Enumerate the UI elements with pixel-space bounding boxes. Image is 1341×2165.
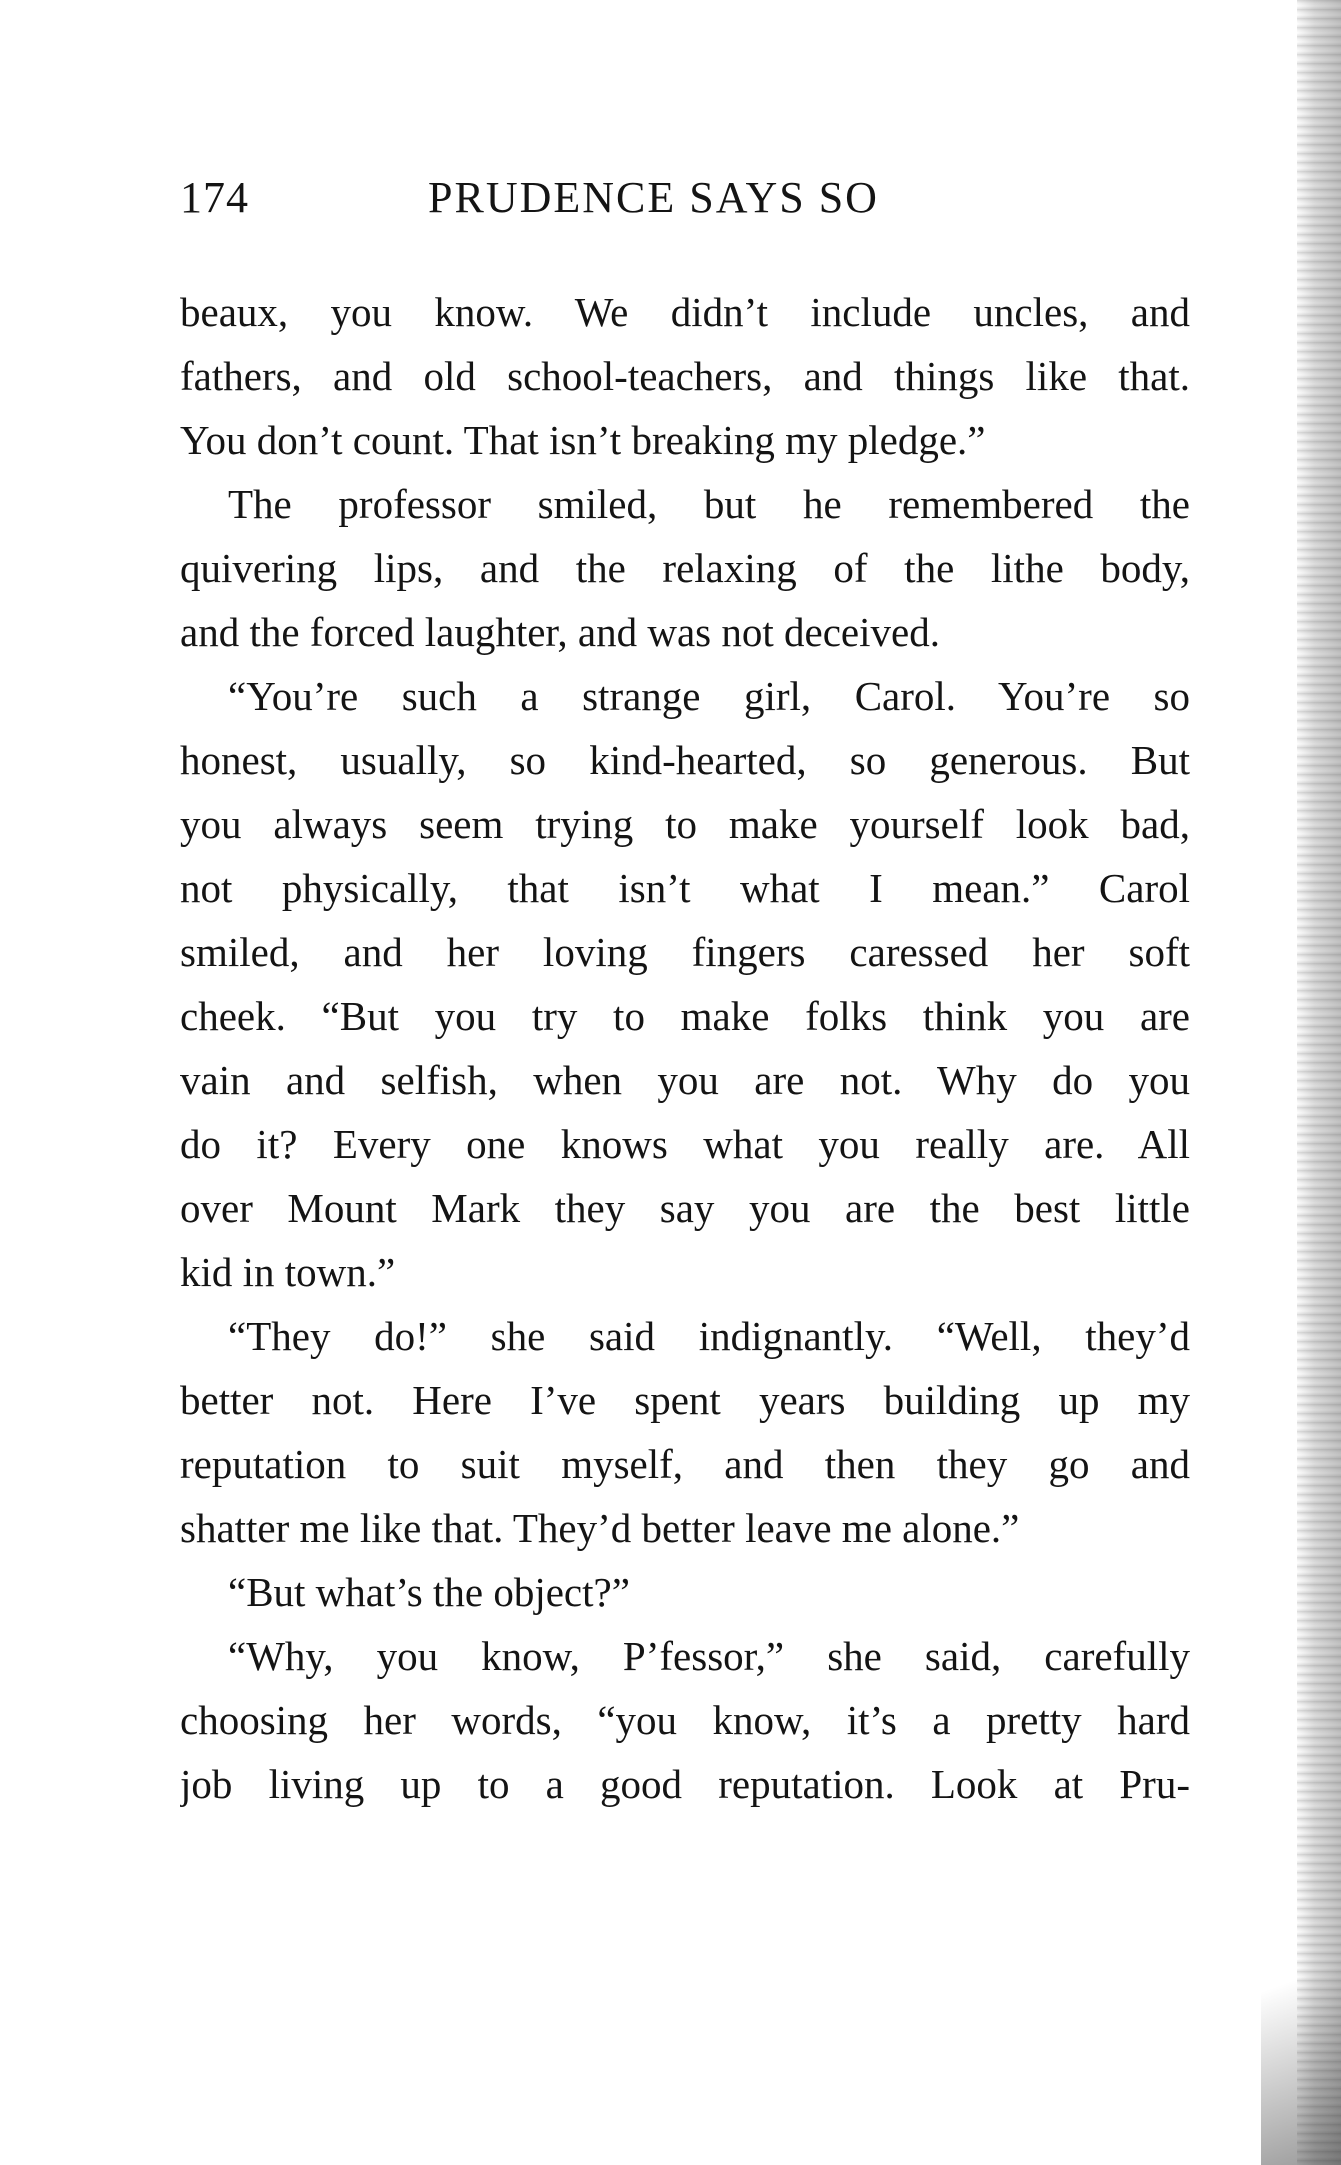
text-line: smiled, and her loving fingers caressed her soft [180, 929, 1190, 975]
text-line: vain and selfish, when you are not. Why do you [180, 1057, 1190, 1103]
body-text [180, 280, 1190, 1816]
text-line: you always seem trying to make yourself look bad, [180, 801, 1190, 847]
text-line: over Mount Mark they say you are the best little [180, 1185, 1190, 1231]
text-line: kid in town.” [180, 1249, 396, 1295]
running-head [180, 172, 1190, 232]
text-line: and the forced laughter, and was not deceived. [180, 609, 940, 655]
text-line: beaux, you know. We didn’t include uncles, and [180, 289, 1190, 335]
text-line: “You’re such a strange girl, Carol. You’re so [228, 673, 1190, 719]
text-line: shatter me like that. They’d better leave me alone.” [180, 1505, 1020, 1551]
text-line: job living up to a good reputation. Look at Pru- [180, 1761, 1190, 1807]
text-line: fathers, and old school-teachers, and things like that. [180, 353, 1190, 399]
text-line: better not. Here I’ve spent years building up my [180, 1377, 1190, 1423]
text-line: “But what’s the object?” [228, 1569, 630, 1615]
page-number: 174 [180, 173, 249, 222]
text-line: “They do!” she said indignantly. “Well, they’d [228, 1313, 1190, 1359]
text-line: honest, usually, so kind-hearted, so generous. But [180, 737, 1190, 783]
page-edge-shadow [1297, 0, 1341, 2165]
text-line: do it? Every one knows what you really are. All [180, 1121, 1190, 1167]
text-line: You don’t count. That isn’t breaking my pledge.” [180, 417, 986, 463]
page-corner-shadow [1261, 1905, 1341, 2165]
text-line: “Why, you know, P’fessor,” she said, carefully [228, 1633, 1190, 1679]
book-title: PRUDENCE SAYS SO [428, 173, 879, 222]
text-line: The professor smiled, but he remembered the [228, 481, 1190, 527]
text-line: choosing her words, “you know, it’s a pretty hard [180, 1697, 1190, 1743]
text-line: quivering lips, and the relaxing of the lithe body, [180, 545, 1190, 591]
text-line: not physically, that isn’t what I mean.” Carol [180, 865, 1190, 911]
text-line: reputation to suit myself, and then they go and [180, 1441, 1190, 1487]
text-line: cheek. “But you try to make folks think you are [180, 993, 1190, 1039]
